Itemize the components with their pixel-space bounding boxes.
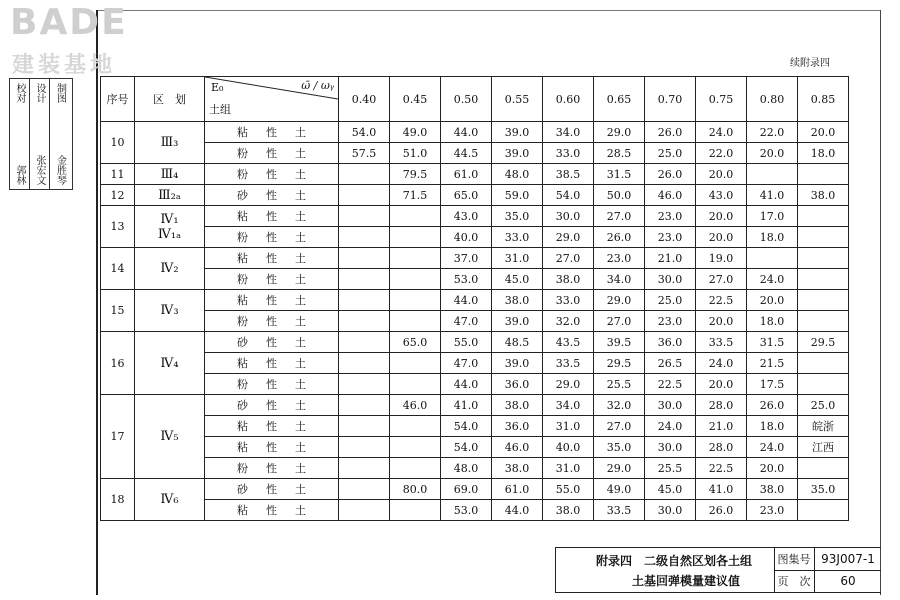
row-zone: Ⅲ₄ [135,164,205,185]
modulus-cell [798,353,849,374]
modulus-cell: 51.0 [390,143,441,164]
modulus-cell: 20.0 [696,206,747,227]
atlas-number: 93J007-1 [821,552,875,566]
modulus-cell: 41.0 [441,395,492,416]
row-soil-group: 粘性土 [205,353,339,374]
modulus-cell [339,500,390,521]
modulus-cell: 34.0 [594,269,645,290]
row-seq: 10 [101,122,135,164]
modulus-cell: 33.0 [543,143,594,164]
modulus-cell: 20.0 [747,290,798,311]
modulus-cell [339,206,390,227]
table-row [101,290,849,311]
modulus-cell: 34.0 [543,395,594,416]
modulus-cell [798,206,849,227]
table-row [101,311,849,332]
modulus-cell: 17.5 [747,374,798,395]
table-body [101,122,849,521]
modulus-cell: 17.0 [747,206,798,227]
row-soil-group: 砂性土 [205,185,339,206]
modulus-cell: 61.0 [441,164,492,185]
modulus-cell [339,185,390,206]
modulus-cell: 80.0 [390,479,441,500]
modulus-cell: 26.5 [645,353,696,374]
modulus-cell: 38.0 [543,269,594,290]
modulus-cell: 65.0 [390,332,441,353]
frame-top-line [96,10,881,11]
modulus-cell: 30.0 [543,206,594,227]
modulus-cell: 18.0 [747,416,798,437]
modulus-cell: 36.0 [492,374,543,395]
modulus-cell: 38.0 [747,479,798,500]
table-row [101,269,849,290]
modulus-cell [390,290,441,311]
modulus-cell: 29.0 [594,290,645,311]
row-zone: Ⅳ₄ [135,332,205,395]
modulus-cell: 24.0 [747,437,798,458]
table-row [101,164,849,185]
signoff-col-drawing [50,79,70,189]
modulus-cell: 49.0 [390,122,441,143]
header-zone: 区 划 [135,77,205,122]
modulus-cell [390,311,441,332]
modulus-cell: 20.0 [696,227,747,248]
row-seq: 11 [101,164,135,185]
modulus-cell [339,479,390,500]
modulus-cell: 38.0 [492,395,543,416]
modulus-cell: 38.5 [543,164,594,185]
modulus-cell: 26.0 [594,227,645,248]
modulus-cell: 18.0 [798,143,849,164]
modulus-cell: 20.0 [696,374,747,395]
modulus-cell: 20.0 [798,122,849,143]
modulus-cell [390,437,441,458]
header-diagonal-cell [205,77,339,122]
row-zone: Ⅳ₂ [135,248,205,290]
row-seq: 18 [101,479,135,521]
modulus-cell: 23.0 [747,500,798,521]
modulus-cell [390,500,441,521]
row-soil-group: 粉性土 [205,143,339,164]
signoff-col-proofread [10,79,30,189]
modulus-cell: 39.5 [594,332,645,353]
title-meta [774,548,881,592]
row-soil-group: 粉性土 [205,227,339,248]
modulus-cell: 47.0 [441,353,492,374]
modulus-cell [390,416,441,437]
row-zone: Ⅳ₁ Ⅳ₁ₐ [135,206,205,248]
modulus-cell: 40.0 [543,437,594,458]
page-row [774,570,881,592]
row-soil-group: 砂性土 [205,479,339,500]
row-soil-group: 砂性土 [205,395,339,416]
modulus-cell: 26.0 [747,395,798,416]
modulus-cell: 31.5 [594,164,645,185]
modulus-cell: 29.0 [594,458,645,479]
modulus-cell: 31.0 [543,458,594,479]
signoff-label: 制图 [54,83,66,103]
modulus-cell: 38.0 [798,185,849,206]
modulus-cell: 23.0 [645,311,696,332]
modulus-cell: 57.5 [339,143,390,164]
modulus-cell: 18.0 [747,311,798,332]
row-soil-group: 粘性土 [205,290,339,311]
modulus-cell: 45.0 [645,479,696,500]
table-row [101,500,849,521]
modulus-cell: 皖浙 [798,416,849,437]
modulus-cell: 22.5 [645,374,696,395]
atlas-number-label: 图集号 [774,548,815,570]
signoff-label: 设计 [34,83,45,103]
modulus-cell: 59.0 [492,185,543,206]
modulus-cell: 32.0 [594,395,645,416]
modulus-cell: 22.5 [696,458,747,479]
modulus-cell: 39.0 [492,311,543,332]
modulus-cell [339,290,390,311]
modulus-cell [339,332,390,353]
modulus-cell [798,164,849,185]
modulus-cell [339,395,390,416]
modulus-cell: 22.0 [747,122,798,143]
modulus-cell: 54.0 [441,416,492,437]
modulus-cell: 53.0 [441,269,492,290]
modulus-cell: 25.0 [645,143,696,164]
modulus-cell: 29.5 [594,353,645,374]
modulus-cell [390,269,441,290]
modulus-cell: 25.0 [645,290,696,311]
modulus-cell [339,269,390,290]
modulus-cell: 29.0 [543,374,594,395]
modulus-cell: 41.0 [696,479,747,500]
modulus-cell: 29.0 [594,122,645,143]
modulus-cell: 30.0 [645,500,696,521]
watermark-logo [4,2,154,78]
row-soil-group: 粉性土 [205,269,339,290]
modulus-cell: 19.0 [696,248,747,269]
modulus-cell: 23.0 [645,206,696,227]
modulus-cell: 33.0 [492,227,543,248]
modulus-cell: 31.0 [492,248,543,269]
modulus-cell: 27.0 [594,416,645,437]
table-row [101,206,849,227]
modulus-cell: 25.5 [594,374,645,395]
modulus-cell [339,227,390,248]
modulus-cell: 33.5 [594,500,645,521]
modulus-cell: 61.0 [492,479,543,500]
modulus-cell: 46.0 [645,185,696,206]
modulus-cell: 27.0 [696,269,747,290]
modulus-cell [747,164,798,185]
signoff-name: 郭林 [14,165,25,185]
modulus-cell: 26.0 [696,500,747,521]
modulus-cell [798,311,849,332]
modulus-cell: 18.0 [747,227,798,248]
table-row [101,416,849,437]
modulus-cell [798,458,849,479]
modulus-cell: 38.0 [492,290,543,311]
header-ratio: 0.65 [594,77,645,122]
modulus-cell: 44.0 [492,500,543,521]
header-ratio: 0.80 [747,77,798,122]
modulus-cell: 27.0 [543,248,594,269]
modulus-cell: 35.0 [594,437,645,458]
modulus-cell: 37.0 [441,248,492,269]
row-soil-group: 砂性土 [205,332,339,353]
modulus-cell: 28.0 [696,395,747,416]
modulus-cell [390,353,441,374]
modulus-cell: 29.0 [543,227,594,248]
row-soil-group: 粉性土 [205,458,339,479]
modulus-cell: 44.5 [441,143,492,164]
modulus-cell [339,311,390,332]
table-row [101,143,849,164]
modulus-cell [798,227,849,248]
modulus-cell: 45.0 [492,269,543,290]
row-zone: Ⅳ₅ [135,395,205,479]
modulus-cell: 55.0 [543,479,594,500]
header-ratio: 0.45 [390,77,441,122]
modulus-cell: 33.5 [696,332,747,353]
table-row [101,248,849,269]
row-zone: Ⅳ₆ [135,479,205,521]
modulus-cell: 31.0 [543,416,594,437]
modulus-cell [798,374,849,395]
table-row [101,479,849,500]
modulus-cell: 24.0 [645,416,696,437]
table-row [101,374,849,395]
modulus-cell: 53.0 [441,500,492,521]
header-ratio: 0.40 [339,77,390,122]
modulus-cell: 21.0 [645,248,696,269]
modulus-cell [339,353,390,374]
modulus-cell: 26.0 [645,122,696,143]
header-moisture-ratio: ω̄ / ωᵧ [301,79,334,92]
signoff-name: 金胜琴 [54,155,66,185]
modulus-cell: 43.0 [441,206,492,227]
watermark-subtitle: 建装基地 [12,53,117,78]
title-line-2: 土基回弹模量建议值 [632,574,741,588]
table-row [101,395,849,416]
table-header-row [101,77,849,122]
modulus-cell: 54.0 [543,185,594,206]
frame-right-line [880,10,881,595]
row-soil-group: 粘性土 [205,437,339,458]
page-number-label: 页 次 [774,570,815,592]
row-soil-group: 粉性土 [205,164,339,185]
page-number: 60 [840,574,856,588]
modulus-cell [390,206,441,227]
modulus-cell: 22.0 [696,143,747,164]
modulus-cell: 31.5 [747,332,798,353]
modulus-cell: 44.0 [441,122,492,143]
title-text-cell [556,548,775,592]
modulus-cell: 33.5 [543,353,594,374]
modulus-cell: 69.0 [441,479,492,500]
modulus-cell [390,227,441,248]
modulus-cell: 46.0 [390,395,441,416]
modulus-cell: 20.0 [747,143,798,164]
frame-left-line [96,10,98,595]
modulus-cell [339,164,390,185]
table-row [101,227,849,248]
modulus-cell: 25.0 [798,395,849,416]
row-zone: Ⅳ₃ [135,290,205,332]
modulus-cell: 21.5 [747,353,798,374]
signoff-label: 校对 [14,83,25,103]
modulus-cell: 36.0 [492,416,543,437]
row-seq: 14 [101,248,135,290]
modulus-cell: 32.0 [543,311,594,332]
header-ratio: 0.75 [696,77,747,122]
table-row [101,437,849,458]
modulus-cell: 22.5 [696,290,747,311]
modulus-cell [390,458,441,479]
modulus-cell: 21.0 [696,416,747,437]
modulus-cell: 34.0 [543,122,594,143]
modulus-cell [798,500,849,521]
modulus-cell: 50.0 [594,185,645,206]
header-e0: E₀ [211,81,224,94]
modulus-cell: 54.0 [441,437,492,458]
continued-appendix-label: 续附录四 [790,58,830,69]
row-zone: Ⅲ₂ₐ [135,185,205,206]
modulus-cell [339,416,390,437]
modulus-cell: 44.0 [441,290,492,311]
table-row [101,458,849,479]
row-soil-group: 粘性土 [205,206,339,227]
modulus-cell: 38.0 [492,458,543,479]
title-block [555,547,881,593]
header-ratio: 0.50 [441,77,492,122]
modulus-cell: 24.0 [696,353,747,374]
row-seq: 15 [101,290,135,332]
modulus-cell: 55.0 [441,332,492,353]
row-soil-group: 粘性土 [205,248,339,269]
header-seq: 序号 [101,77,135,122]
modulus-cell [747,248,798,269]
modulus-cell: 39.0 [492,143,543,164]
modulus-cell: 28.0 [696,437,747,458]
modulus-cell: 20.0 [696,311,747,332]
row-soil-group: 粉性土 [205,311,339,332]
modulus-cell: 28.5 [594,143,645,164]
modulus-cell: 46.0 [492,437,543,458]
modulus-cell: 65.0 [441,185,492,206]
modulus-cell: 26.0 [645,164,696,185]
row-seq: 12 [101,185,135,206]
modulus-cell: 48.0 [492,164,543,185]
row-zone: Ⅲ₃ [135,122,205,164]
header-ratio: 0.55 [492,77,543,122]
modulus-cell: 48.5 [492,332,543,353]
row-soil-group: 粘性土 [205,122,339,143]
modulus-cell [339,458,390,479]
header-soil-group: 土组 [209,103,231,116]
modulus-cell [798,290,849,311]
modulus-cell [339,437,390,458]
modulus-cell [798,269,849,290]
modulus-cell: 40.0 [441,227,492,248]
signoff-col-design [30,79,50,189]
modulus-cell: 38.0 [543,500,594,521]
modulus-cell: 30.0 [645,395,696,416]
modulus-cell: 36.0 [645,332,696,353]
modulus-cell [339,248,390,269]
modulus-cell: 33.0 [543,290,594,311]
modulus-cell: 20.0 [747,458,798,479]
atlas-row [774,548,881,571]
modulus-cell: 江西 [798,437,849,458]
modulus-cell: 24.0 [747,269,798,290]
table-row [101,353,849,374]
modulus-cell: 43.5 [543,332,594,353]
header-ratio: 0.85 [798,77,849,122]
modulus-cell: 27.0 [594,206,645,227]
modulus-cell: 20.0 [696,164,747,185]
modulus-cell: 47.0 [441,311,492,332]
table-row [101,332,849,353]
header-ratio: 0.70 [645,77,696,122]
modulus-cell: 29.5 [798,332,849,353]
modulus-cell: 39.0 [492,353,543,374]
modulus-cell: 30.0 [645,437,696,458]
modulus-table [100,76,849,521]
modulus-cell [339,374,390,395]
modulus-cell: 49.0 [594,479,645,500]
modulus-cell: 35.0 [798,479,849,500]
row-seq: 16 [101,332,135,395]
modulus-cell: 43.0 [696,185,747,206]
modulus-cell: 79.5 [390,164,441,185]
modulus-cell: 39.0 [492,122,543,143]
modulus-cell: 71.5 [390,185,441,206]
watermark-brand: BADE [10,2,128,43]
signoff-box [9,78,73,190]
modulus-cell: 30.0 [645,269,696,290]
modulus-cell: 23.0 [594,248,645,269]
modulus-cell: 48.0 [441,458,492,479]
modulus-cell: 41.0 [747,185,798,206]
table-row [101,122,849,143]
title-line-1: 附录四 二级自然区划各土组 [596,554,753,568]
modulus-cell: 24.0 [696,122,747,143]
header-ratio: 0.60 [543,77,594,122]
modulus-cell: 25.5 [645,458,696,479]
modulus-cell [390,248,441,269]
row-soil-group: 粘性土 [205,416,339,437]
modulus-cell: 23.0 [645,227,696,248]
row-seq: 17 [101,395,135,479]
row-seq: 13 [101,206,135,248]
row-soil-group: 粉性土 [205,374,339,395]
modulus-cell [390,374,441,395]
modulus-cell [798,248,849,269]
row-soil-group: 粘性土 [205,500,339,521]
modulus-cell: 27.0 [594,311,645,332]
table-row [101,185,849,206]
modulus-cell: 54.0 [339,122,390,143]
modulus-cell: 44.0 [441,374,492,395]
modulus-cell: 35.0 [492,206,543,227]
signoff-name: 张宏文 [34,155,45,185]
